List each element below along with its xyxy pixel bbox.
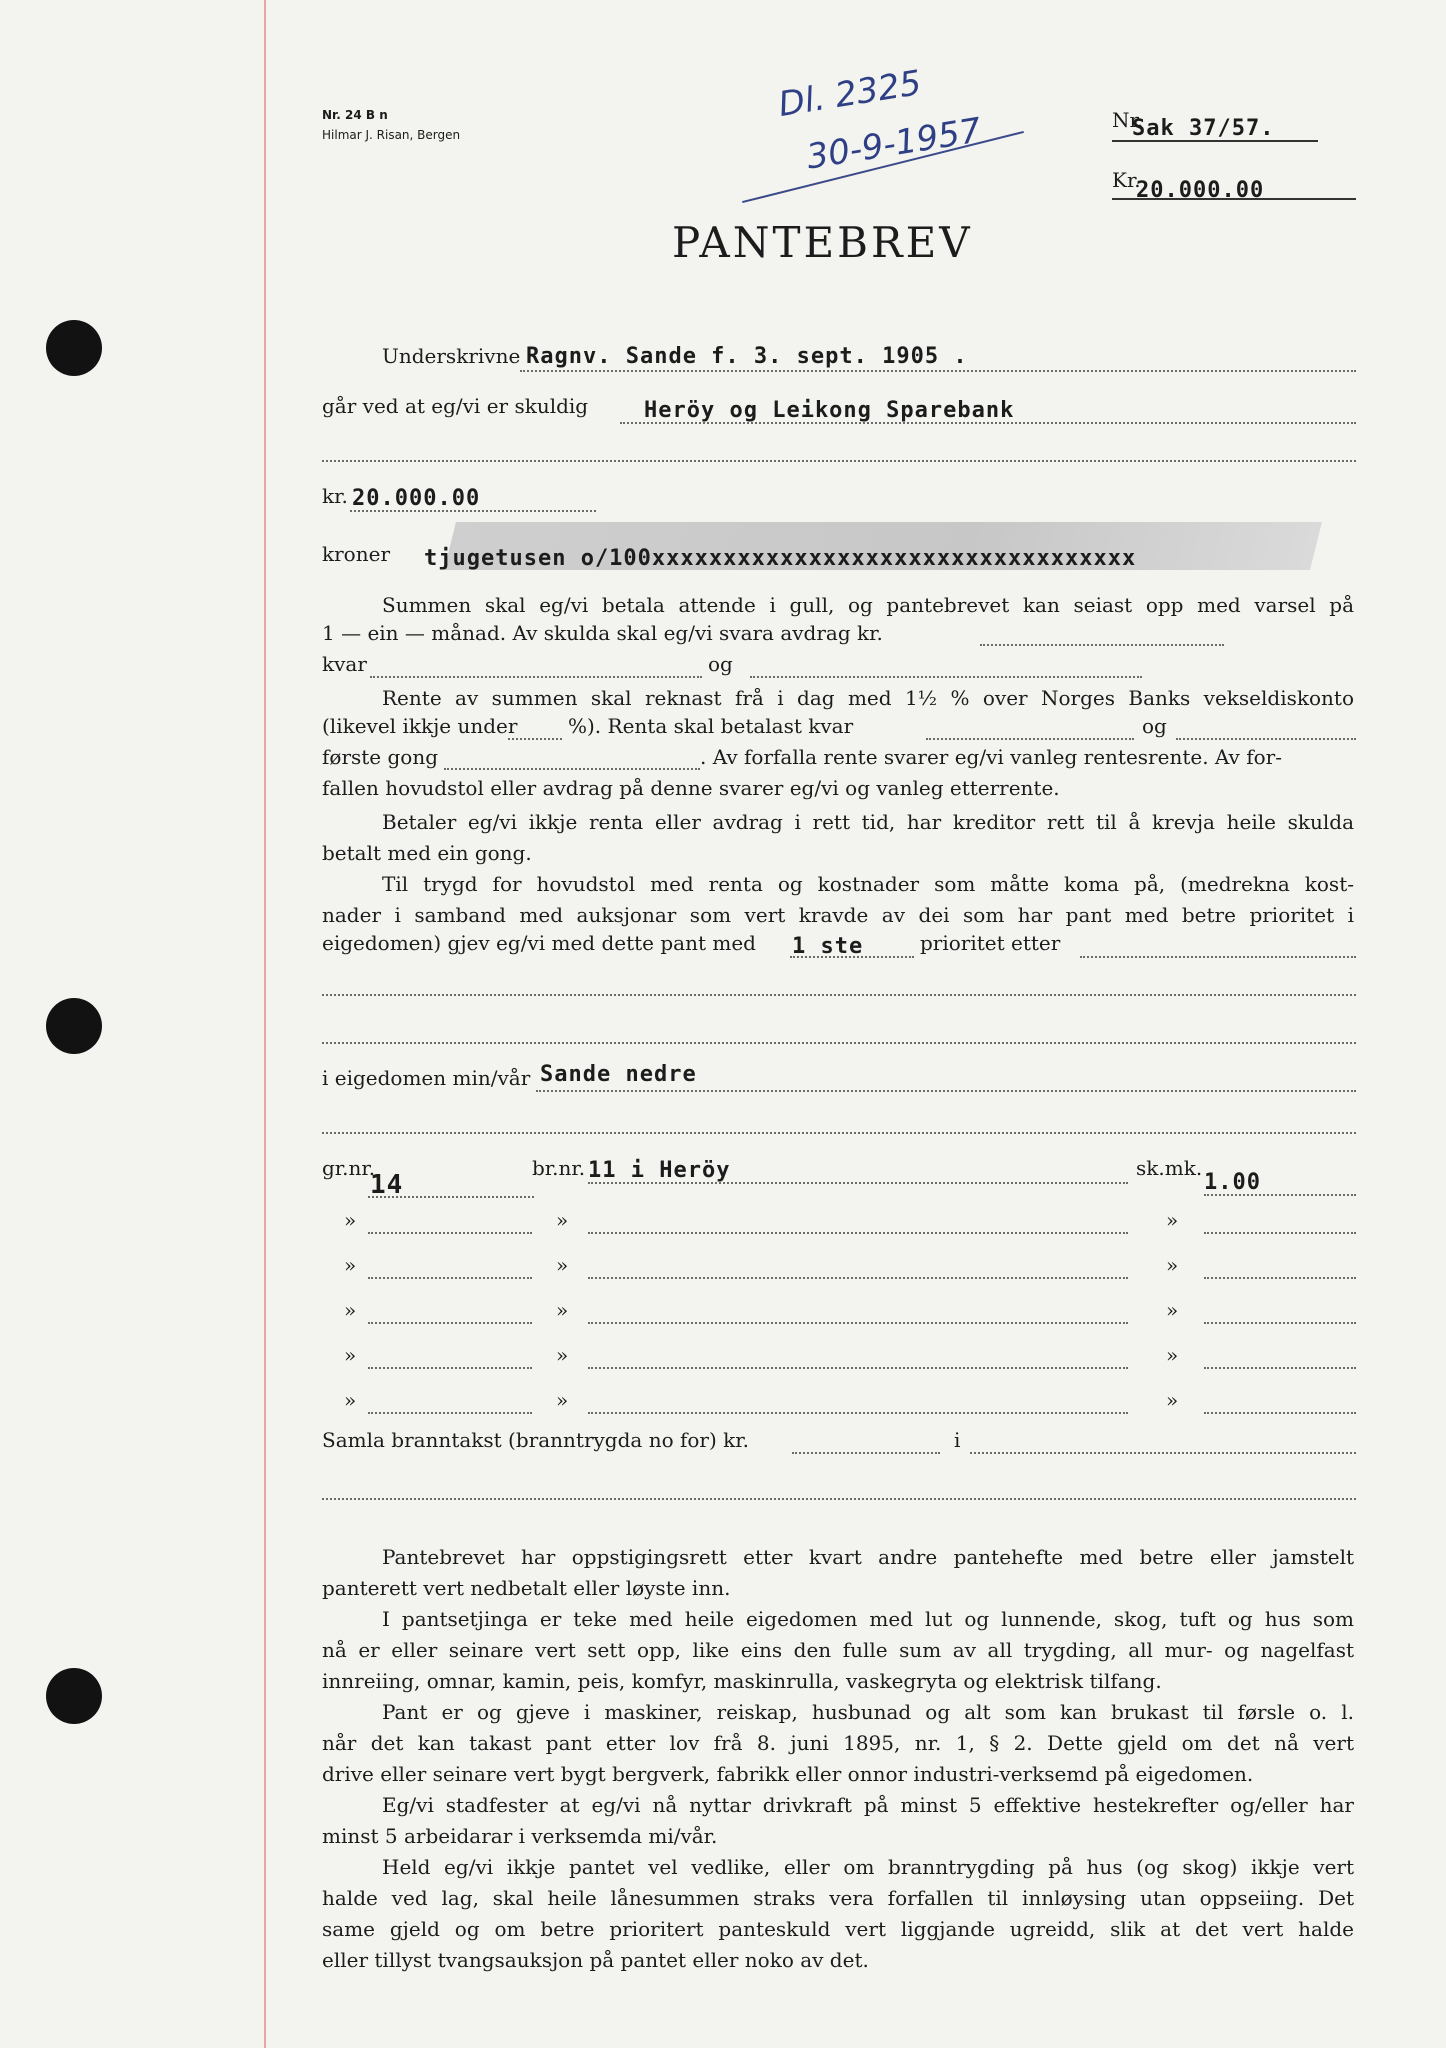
underskrivne-value: Ragnv. Sande f. 3. sept. 1905 .	[526, 344, 968, 369]
nr-rule	[1112, 140, 1318, 142]
paragraph-line: panterett vert nedbetalt eller løyste inn.	[322, 1576, 731, 1600]
paragraph-line: I pantsetjinga er teke med heile eigedomen med lut og lunnende, skog, tuft og hus som	[382, 1607, 1354, 1631]
printer-name: Hilmar J. Risan, Bergen	[322, 128, 461, 142]
paragraph-text: første gong	[322, 745, 439, 769]
ditto-grnr-dotted-line	[368, 1367, 532, 1369]
paragraph-line: når det kan takast pant etter lov frå 8. juni 1895, nr. 1, § 2. Dette gjeld om det nå vert	[322, 1731, 1354, 1755]
ditto-brnr-dotted-line	[588, 1322, 1128, 1324]
ditto-brnr-dotted-line	[588, 1412, 1128, 1414]
ditto-skmk-dotted-line	[1204, 1277, 1356, 1279]
paragraph-line: 1 — ein — månad. Av skulda skal eg/vi svara avdrag kr.	[322, 621, 883, 645]
ditto-mark: »	[344, 1298, 357, 1322]
ditto-brnr-dotted-line	[588, 1367, 1128, 1369]
terms-paragraph	[322, 1697, 1354, 1790]
interest-paragraph	[322, 683, 1354, 714]
margin-rule	[264, 0, 266, 2048]
form-number: Nr. 24 B n	[322, 108, 388, 122]
underskrivne-dotted-line	[520, 370, 1356, 372]
kr-label-header: Kr.	[1112, 168, 1141, 192]
eigedom-label: i eigedomen min/vår	[322, 1066, 531, 1090]
brnr-label: br.nr.	[532, 1156, 586, 1180]
punch-hole	[46, 998, 102, 1054]
repayment-paragraph	[322, 590, 1354, 621]
paragraph-line: Til trygd for hovudstol med renta og kostnader som måtte koma på, (medrekna kost-	[382, 872, 1354, 896]
grnr-dotted-line	[368, 1196, 534, 1198]
paragraph-text: og	[1142, 714, 1167, 738]
ditto-skmk-dotted-line	[1204, 1232, 1356, 1234]
property-name: Sande nedre	[540, 1062, 697, 1087]
ditto-mark: »	[1166, 1388, 1179, 1412]
paragraph-text: eigedomen) gjev eg/vi med dette pant med	[322, 931, 756, 955]
branntakst-label: Samla branntakst (branntrygda no for) kr.	[322, 1428, 749, 1452]
kr-value-header: 20.000.00	[1136, 178, 1265, 203]
ditto-mark: »	[344, 1343, 357, 1367]
paragraph-text: . Av forfalla rente svarer eg/vi vanleg rentesrente. Av for-	[700, 745, 1282, 769]
blank-dotted-line	[322, 460, 1356, 462]
paragraph-line: Rente av summen skal reknast frå i dag med 1½ % over Norges Banks vekseldiskonto	[382, 686, 1354, 710]
kroner-label: kroner	[322, 542, 390, 566]
minimum-rate-dotted-line	[508, 738, 562, 740]
handwritten-reference: Dl. 2325	[775, 63, 925, 125]
skmk-dotted-line	[1204, 1194, 1356, 1196]
paragraph-text: prioritet etter	[920, 931, 1061, 955]
creditor-name: Heröy og Leikong Sparebank	[644, 398, 1015, 423]
kr-amount: 20.000.00	[352, 486, 481, 511]
brnr-dotted-line	[588, 1182, 1128, 1184]
terms-paragraph	[322, 1852, 1354, 1976]
branntakst-amount-dotted-line	[792, 1452, 940, 1454]
property-dotted-line	[536, 1090, 1356, 1092]
nr-label: Nr.	[1112, 108, 1144, 132]
priority-value: 1 ste	[792, 934, 864, 959]
paragraph-line: drive eller seinare vert bygt bergverk, fabrikk eller onnor industri-verksemd på eigedomen.	[322, 1762, 1254, 1786]
og-dotted-line	[750, 676, 1142, 678]
paragraph-line: same gjeld og om betre prioritert panteskuld vert liggjande ugreidd, slik at det vert halde	[322, 1917, 1354, 1941]
ditto-mark: »	[1166, 1298, 1179, 1322]
paragraph-line: Held eg/vi ikkje pantet vel vedlike, eller om branntrygding på hus (og skog) ikkje vert	[382, 1855, 1354, 1879]
ditto-grnr-dotted-line	[368, 1322, 532, 1324]
blank-dotted-line	[322, 1132, 1356, 1134]
ditto-mark: »	[556, 1343, 569, 1367]
paragraph-line: Eg/vi stadfester at eg/vi nå nyttar drivkraft på minst 5 effektive hestekrefter og/eller har	[382, 1793, 1354, 1817]
kr-label: kr.	[322, 484, 348, 508]
terms-paragraph	[322, 1790, 1354, 1852]
paragraph-line: Pantebrevet har oppstigingsrett etter kvart andre pantehefte med betre eller jamstelt	[382, 1545, 1354, 1569]
paragraph-line: betalt med ein gong.	[322, 841, 532, 865]
paragraph-text: fallen hovudstol eller avdrag på denne svarer eg/vi og vanleg etterrente.	[322, 776, 1060, 800]
paragraph-line: innreiing, omnar, kamin, peis, komfyr, maskinrulla, vaskegryta og elektrisk tilfang.	[322, 1669, 1162, 1693]
branntakst-i-label: i	[954, 1428, 961, 1452]
grnr-label: gr.nr.	[322, 1156, 376, 1180]
ditto-mark: »	[556, 1298, 569, 1322]
prioritet-etter-dotted-line	[1080, 956, 1356, 958]
handwritten-date: 30-9-1957	[803, 110, 985, 178]
og-label: og	[708, 652, 733, 676]
blank-dotted-line	[322, 994, 1356, 996]
amount-in-words: tjugetusen o/100xxxxxxxxxxxxxxxxxxxxxxxxxxxxxxxxxx	[424, 546, 1137, 571]
paragraph-text: (likevel ikkje under	[322, 714, 518, 738]
ditto-mark: »	[344, 1208, 357, 1232]
paragraph-line: nader i samband med auksjonar som vert kravde av dei som har pant med betre prioritet i	[322, 903, 1354, 927]
ditto-grnr-dotted-line	[368, 1277, 532, 1279]
paragraph-line: eller tillyst tvangsauksjon på pantet eller noko av det.	[322, 1948, 869, 1972]
creditor-dotted-line	[620, 422, 1356, 424]
paragraph-text: %). Renta skal betalast kvar	[568, 714, 854, 738]
nr-value: Sak 37/57.	[1132, 116, 1275, 141]
skmk-label: sk.mk.	[1136, 1156, 1203, 1180]
avdrag-dotted-line	[980, 644, 1224, 646]
ditto-mark: »	[556, 1208, 569, 1232]
underskrivne-label: Underskrivne	[382, 344, 521, 368]
ditto-mark: »	[1166, 1253, 1179, 1277]
grnr-value: 14	[370, 1170, 404, 1200]
ditto-mark: »	[344, 1253, 357, 1277]
paragraph-line: Summen skal eg/vi betala attende i gull, og pantebrevet kan seiast opp med varsel på	[382, 593, 1354, 617]
terms-paragraph	[322, 1604, 1354, 1697]
ditto-mark: »	[556, 1253, 569, 1277]
paragraph-line: Betaler eg/vi ikkje renta eller avdrag i rett tid, har kreditor rett til å krevja heile skulda	[382, 810, 1354, 834]
default-paragraph	[322, 807, 1354, 869]
punch-hole	[46, 320, 102, 376]
kvar-dotted-line	[370, 676, 702, 678]
skmk-value: 1.00	[1204, 1170, 1261, 1195]
ditto-brnr-dotted-line	[588, 1232, 1128, 1234]
punch-hole	[46, 1668, 102, 1724]
ditto-mark: »	[1166, 1208, 1179, 1232]
ditto-skmk-dotted-line	[1204, 1367, 1356, 1369]
brnr-value: 11 i Heröy	[588, 1158, 731, 1183]
ditto-mark: »	[344, 1388, 357, 1412]
og-term-dotted-line	[1176, 738, 1356, 740]
paragraph-line: minst 5 arbeidarar i verksemda mi/vår.	[322, 1824, 718, 1848]
skuldig-label: går ved at eg/vi er skuldig	[322, 394, 589, 418]
terms-paragraph	[322, 1542, 1354, 1604]
ditto-mark: »	[1166, 1343, 1179, 1367]
ditto-mark: »	[556, 1388, 569, 1412]
ditto-skmk-dotted-line	[1204, 1322, 1356, 1324]
ditto-grnr-dotted-line	[368, 1232, 532, 1234]
ditto-brnr-dotted-line	[588, 1277, 1128, 1279]
ditto-grnr-dotted-line	[368, 1412, 532, 1414]
blank-dotted-line	[322, 1498, 1356, 1500]
first-time-dotted-line	[444, 768, 700, 770]
blank-dotted-line	[322, 1042, 1356, 1044]
document-title: PANTEBREV	[672, 218, 973, 267]
ditto-skmk-dotted-line	[1204, 1412, 1356, 1414]
paragraph-line: nå er eller seinare vert sett opp, like eins den fulle sum av all trygding, all mur- og nagelfast	[322, 1638, 1354, 1662]
paragraph-line: halde ved lag, skal heile lånesummen straks vera forfallen til innløysing utan oppseiing. Det	[322, 1886, 1354, 1910]
branntakst-company-dotted-line	[970, 1452, 1356, 1454]
priority-dotted-line	[790, 956, 914, 958]
security-paragraph	[322, 869, 1354, 931]
kvar-term-dotted-line	[926, 738, 1134, 740]
kr-dotted-line	[350, 510, 596, 512]
kr-rule	[1112, 198, 1356, 200]
kvar-label: kvar	[322, 652, 367, 676]
paragraph-line: Pant er og gjeve i maskiner, reiskap, husbunad og alt som kan brukast til førsle o. l.	[382, 1700, 1354, 1724]
